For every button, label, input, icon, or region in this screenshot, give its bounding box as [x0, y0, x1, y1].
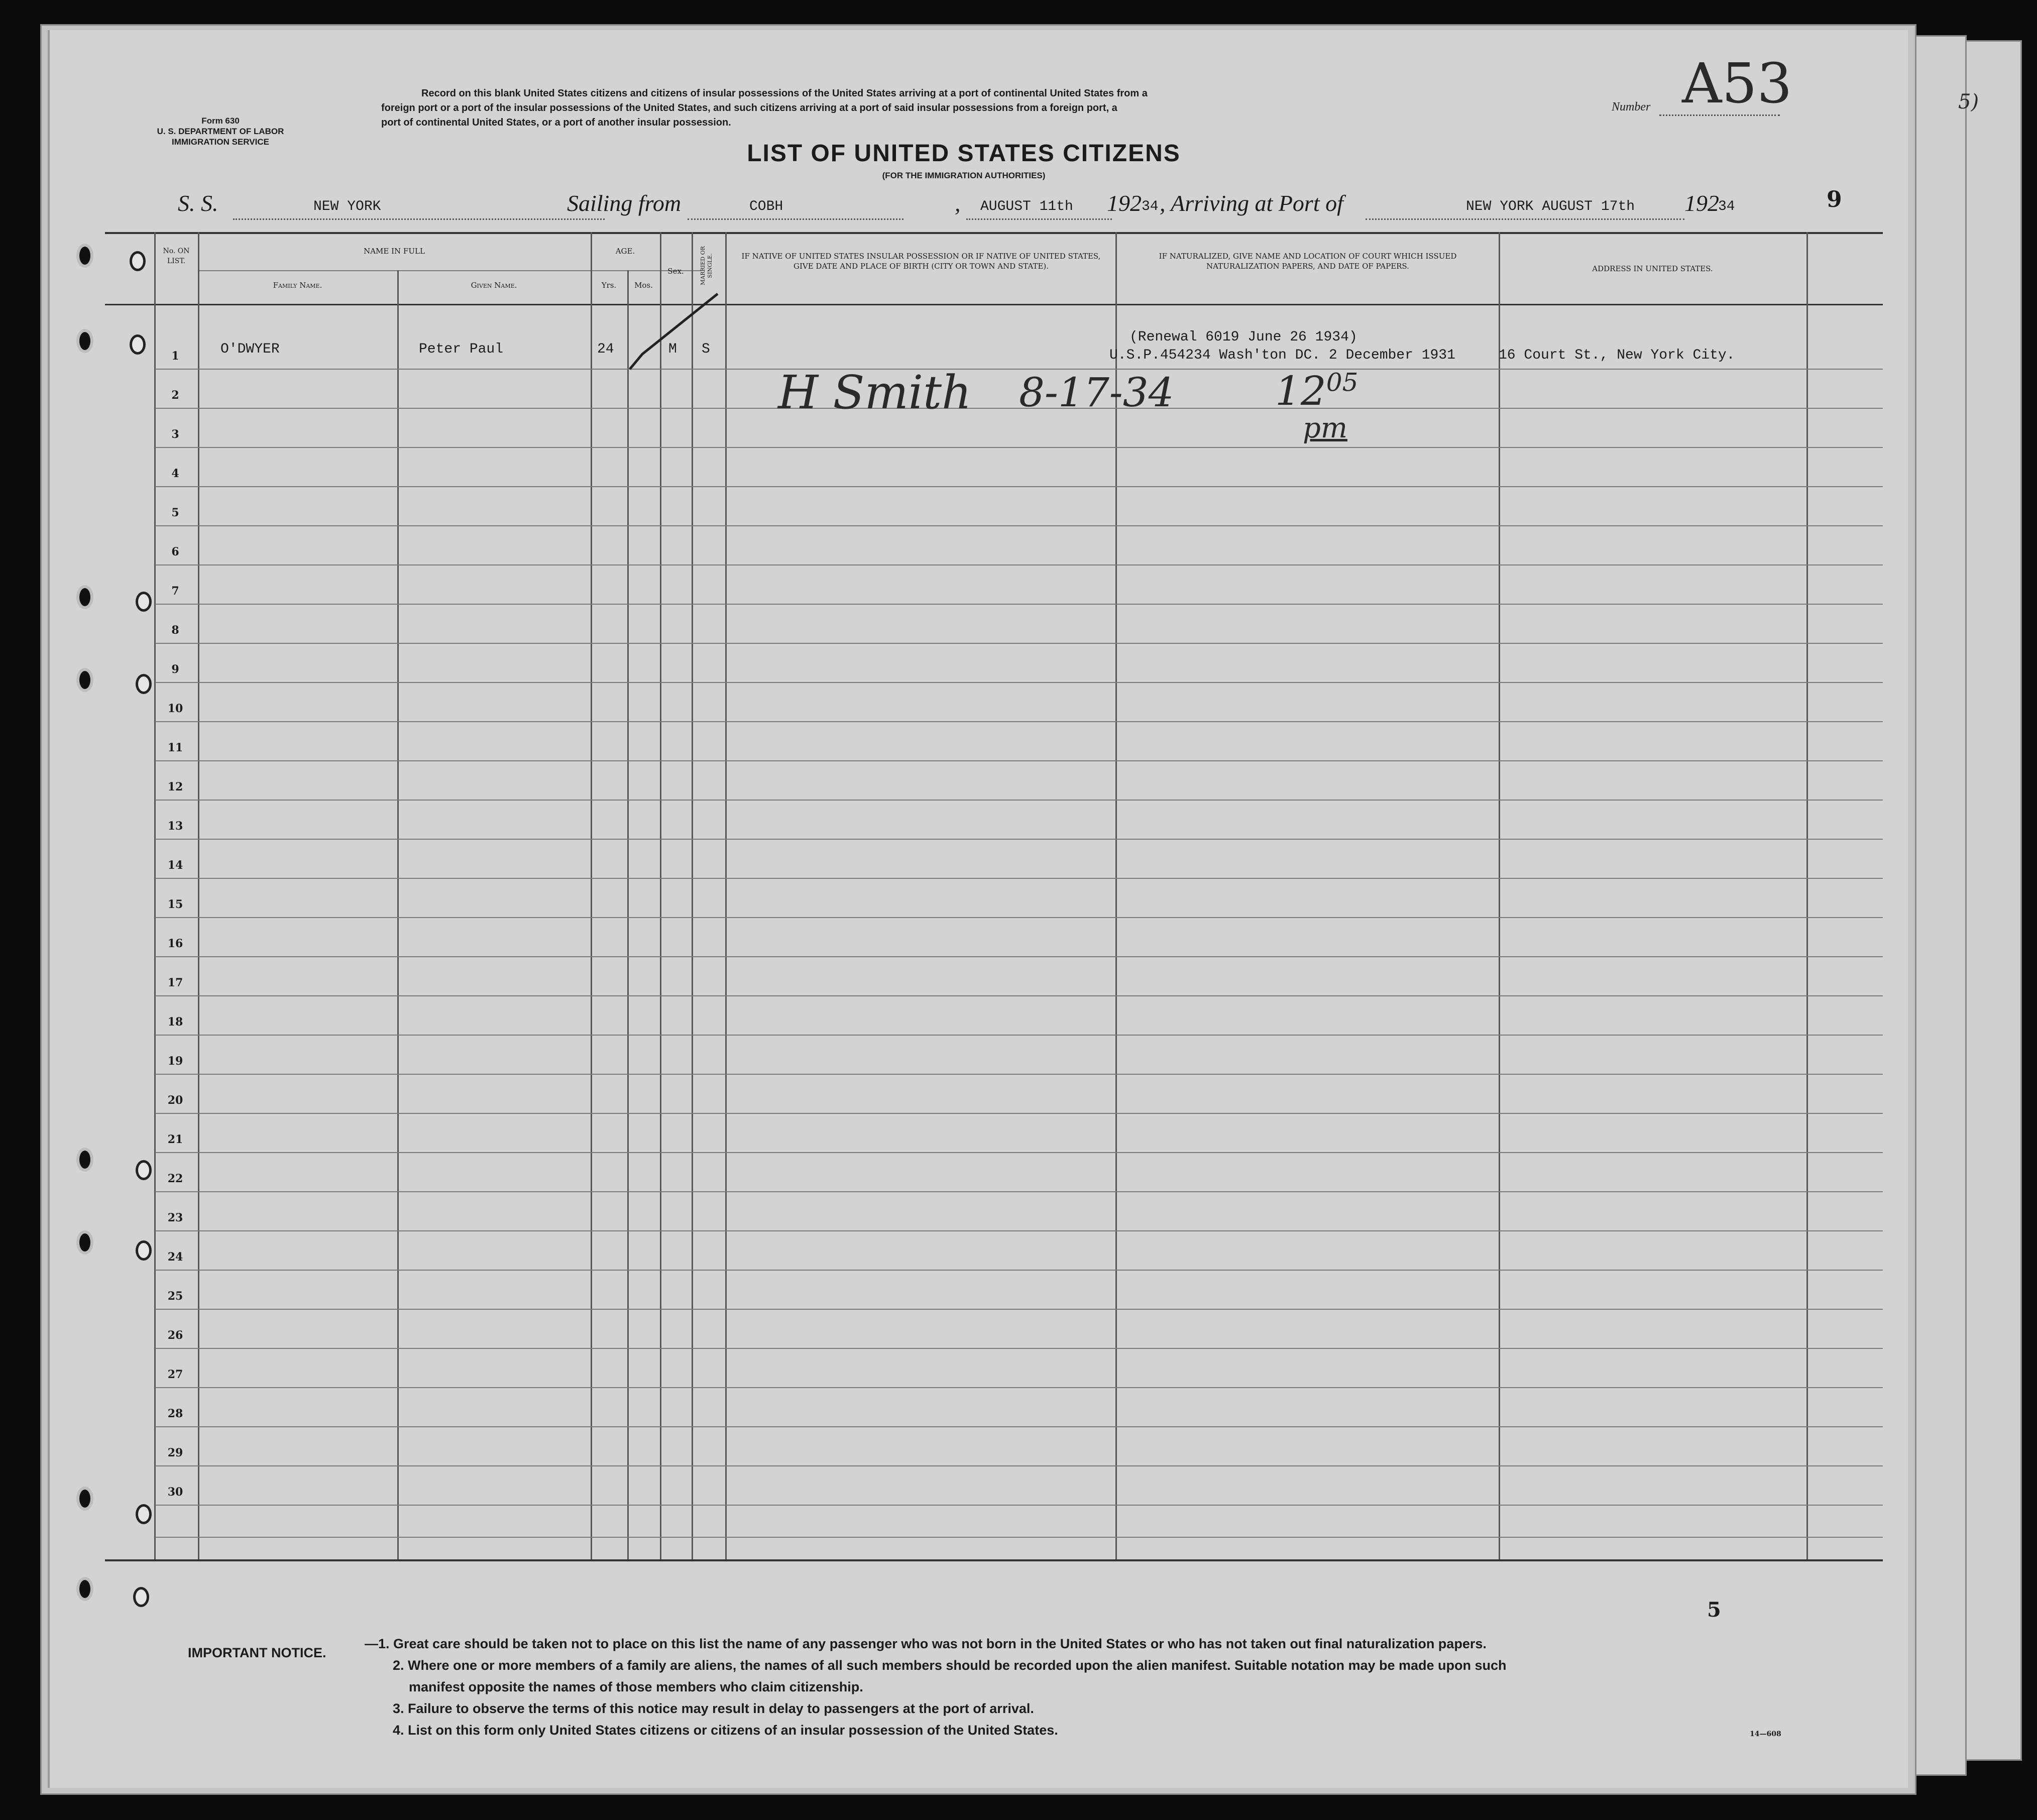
comma: , [955, 190, 961, 216]
table-row [155, 1270, 1883, 1271]
corner-mark: 5) [1958, 90, 1979, 113]
service: IMMIGRATION SERVICE [172, 137, 269, 147]
time-hour: 12 [1275, 368, 1326, 414]
arriving-label: , Arriving at Port of [1160, 190, 1343, 216]
table-row [155, 956, 1883, 957]
row-number: 12 [167, 780, 183, 793]
table-row [155, 643, 1883, 644]
table-row [155, 525, 1883, 526]
header-married-single: MARRIED OR SINGLE. [700, 246, 713, 285]
notice-heading: IMPORTANT NOTICE. [188, 1645, 326, 1660]
col-divider [154, 232, 156, 1559]
binder-hole [76, 1230, 93, 1255]
inspector-signature: H Smith [778, 366, 972, 419]
row-number: 15 [167, 898, 183, 911]
table-row [155, 1426, 1883, 1427]
notice-items [365, 1633, 1507, 1741]
col-divider [627, 270, 629, 1559]
header-age: AGE. [615, 247, 635, 256]
table-row [155, 721, 1883, 722]
header-given-name: Given Name. [471, 281, 517, 290]
col-divider [692, 232, 693, 1559]
instruction-line: foreign port or a port of the insular possessions of the United States, and such citizens arriving at a port of said insular possessions from a foreign port, a [381, 102, 1117, 113]
binder-hole [76, 1487, 93, 1511]
table-row [155, 1035, 1883, 1036]
page-mark: 5 [1707, 1598, 1721, 1622]
table-row [155, 1387, 1883, 1388]
row-number: 7 [171, 585, 179, 598]
header-yrs: Yrs. [601, 281, 617, 290]
married-cell: S [702, 342, 710, 357]
header-no: No. ON LIST. [163, 247, 190, 265]
header-family-name: Family Name. [273, 281, 322, 290]
time-ampm: pm [1303, 412, 1347, 444]
row-number: 28 [167, 1407, 183, 1420]
row-number: 22 [167, 1172, 183, 1185]
table-row [155, 1230, 1883, 1231]
binder-hole [76, 1148, 93, 1172]
table-row [155, 564, 1883, 565]
naturalization-renewal: (Renewal 6019 June 26 1934) [1129, 329, 1357, 345]
ss-label: S. S. [178, 190, 218, 216]
binder-hole [76, 329, 93, 353]
header-naturalized: IF NATURALIZED, GIVE NAME AND LOCATION OF COURT WHICH ISSUED NATURALIZATION PAPERS, AND DATE OF PAPERS. [1159, 252, 1457, 271]
row-number: 24 [167, 1250, 183, 1264]
table-row [155, 486, 1883, 487]
table-row [155, 800, 1883, 801]
col-divider [198, 232, 199, 1559]
binder-hole [130, 334, 146, 355]
print-code: 14—608 [1750, 1730, 1781, 1738]
notice-item: —1. Great care should be taken not to place on this list the name of any passenger who was not born in the United States or who has not taken out final naturalization papers. [365, 1636, 1487, 1651]
notice-item: manifest opposite the names of those members who claim citizenship. [409, 1679, 863, 1694]
table-row [155, 447, 1883, 448]
table-row [155, 1074, 1883, 1075]
row-number: 2 [171, 389, 179, 402]
sheet-number: 9 [1827, 187, 1842, 212]
binder-hole [136, 1160, 152, 1180]
given-name-cell: Peter Paul [419, 342, 504, 357]
sail-date-line [966, 218, 1112, 220]
sail-date: AUGUST 11th [980, 199, 1073, 214]
address-cell: 16 Court St., New York City. [1499, 348, 1735, 363]
row-number: 3 [171, 428, 179, 441]
age-yrs-cell: 24 [597, 342, 614, 357]
row-number: 18 [167, 1015, 183, 1029]
row-number: 27 [167, 1368, 183, 1381]
row-number: 17 [167, 976, 183, 989]
number-value: A53 [1682, 51, 1792, 116]
department: U. S. DEPARTMENT OF LABOR [157, 127, 284, 136]
binder-hole [136, 1504, 152, 1524]
from-port: COBH [749, 199, 783, 214]
inspection-date: 8-17-34 [1019, 369, 1174, 416]
table-row [155, 1465, 1883, 1466]
col-divider [1499, 232, 1500, 1559]
form-number: Form 630 [201, 116, 240, 126]
sex-cell: M [668, 342, 677, 357]
row-number: 4 [171, 467, 179, 480]
col-divider [660, 232, 661, 1559]
row-number: 14 [167, 859, 183, 872]
binder-hole [136, 592, 152, 612]
arrival-line [1366, 218, 1684, 220]
table-row [155, 839, 1883, 840]
col-divider [725, 232, 727, 1559]
header-name-in-full: NAME IN FULL [364, 247, 425, 256]
notice-item: 2. Where one or more members of a family are aliens, the names of all such members should be recorded upon the alien manifest. Suitable notation may be made upon such [393, 1658, 1507, 1673]
instruction-line: port of continental United States, or a port of another insular possession. [381, 117, 731, 128]
binder-hole [133, 1587, 149, 1607]
instruction-line: Record on this blank United States citizens and citizens of insular possessions of the United States arriving at a port of continental United States from a [421, 88, 1148, 99]
arrival: NEW YORK AUGUST 17th [1466, 199, 1635, 214]
binder-hole [76, 668, 93, 692]
notice-item: 3. Failure to observe the terms of this notice may result in delay to passengers at the port of arrival. [393, 1701, 1034, 1716]
inspection-time [1275, 368, 1358, 414]
binder-hole [76, 585, 93, 609]
header-bottom-rule [105, 304, 1883, 305]
notice-item: 4. List on this form only United States citizens or citizens of an insular possession of the United States. [393, 1723, 1058, 1738]
header-address: ADDRESS IN UNITED STATES. [1592, 264, 1713, 273]
col-divider [1115, 232, 1117, 1559]
sailing-from-label: Sailing from [567, 190, 682, 216]
col-divider [1806, 232, 1808, 1559]
row-number: 19 [167, 1055, 183, 1068]
check-stroke [622, 289, 723, 389]
binder-hole [130, 251, 146, 271]
row-number: 26 [167, 1329, 183, 1342]
row-number: 23 [167, 1211, 183, 1224]
binder-hole [76, 1577, 93, 1601]
header-sex: Sex. [667, 267, 684, 276]
row-number: 21 [167, 1133, 183, 1146]
col-divider [591, 232, 592, 1559]
table-row [155, 1309, 1883, 1310]
number-label: Number [1612, 100, 1651, 113]
table-row [155, 1348, 1883, 1349]
page-title: LIST OF UNITED STATES CITIZENS [747, 140, 1181, 167]
row-number: 11 [167, 741, 183, 754]
year-suffix-1: 34 [1142, 199, 1159, 214]
table-row [155, 1113, 1883, 1114]
table-row [155, 1537, 1883, 1538]
family-name-cell: O'DWYER [220, 342, 280, 357]
row-number: 10 [167, 702, 183, 715]
ship-name: NEW YORK [313, 199, 381, 214]
year-prefix-2: 192 [1684, 190, 1719, 216]
table-row [155, 917, 1883, 918]
row-number: 30 [167, 1486, 183, 1499]
table-row [155, 760, 1883, 761]
row-number: 5 [171, 506, 179, 519]
row-number: 20 [167, 1094, 183, 1107]
row-number: 29 [167, 1446, 183, 1459]
binder-hole [76, 244, 93, 268]
year-suffix-2: 34 [1718, 199, 1735, 214]
year-prefix-1: 192 [1107, 190, 1142, 216]
ship-line [233, 218, 605, 220]
table-row [155, 1505, 1883, 1506]
page-subtitle: (FOR THE IMMIGRATION AUTHORITIES) [882, 171, 1046, 180]
from-port-line [688, 218, 903, 220]
table-row [155, 878, 1883, 879]
instructions [381, 86, 1148, 130]
table-row [155, 682, 1883, 683]
manifest-page [48, 30, 1979, 1788]
table-row [155, 1191, 1883, 1192]
row-number: 1 [171, 350, 179, 363]
binder-hole [136, 1240, 152, 1261]
table-top-rule [105, 232, 1883, 234]
row-number: 8 [171, 624, 179, 637]
row-number: 6 [171, 545, 179, 558]
table-row [155, 604, 1883, 605]
time-minutes: 05 [1326, 368, 1359, 397]
row-number: 13 [167, 820, 183, 833]
col-divider [397, 270, 399, 1559]
row-number: 9 [171, 663, 179, 676]
table-row [155, 1152, 1883, 1153]
header-mos: Mos. [634, 281, 653, 290]
row-number: 25 [167, 1290, 183, 1303]
binder-hole [136, 674, 152, 694]
naturalization-cell: U.S.P.454234 Wash'ton DC. 2 December 1931 [1109, 348, 1455, 363]
header-native: IF NATIVE OF UNITED STATES INSULAR POSSESSION OR IF NATIVE OF UNITED STATES, GIVE DATE AND PLACE OF BIRTH (CITY OR TOWN AND STATE). [741, 252, 1101, 271]
table-bottom-rule [105, 1559, 1883, 1561]
row-number: 16 [167, 937, 183, 950]
table-row [155, 995, 1883, 996]
